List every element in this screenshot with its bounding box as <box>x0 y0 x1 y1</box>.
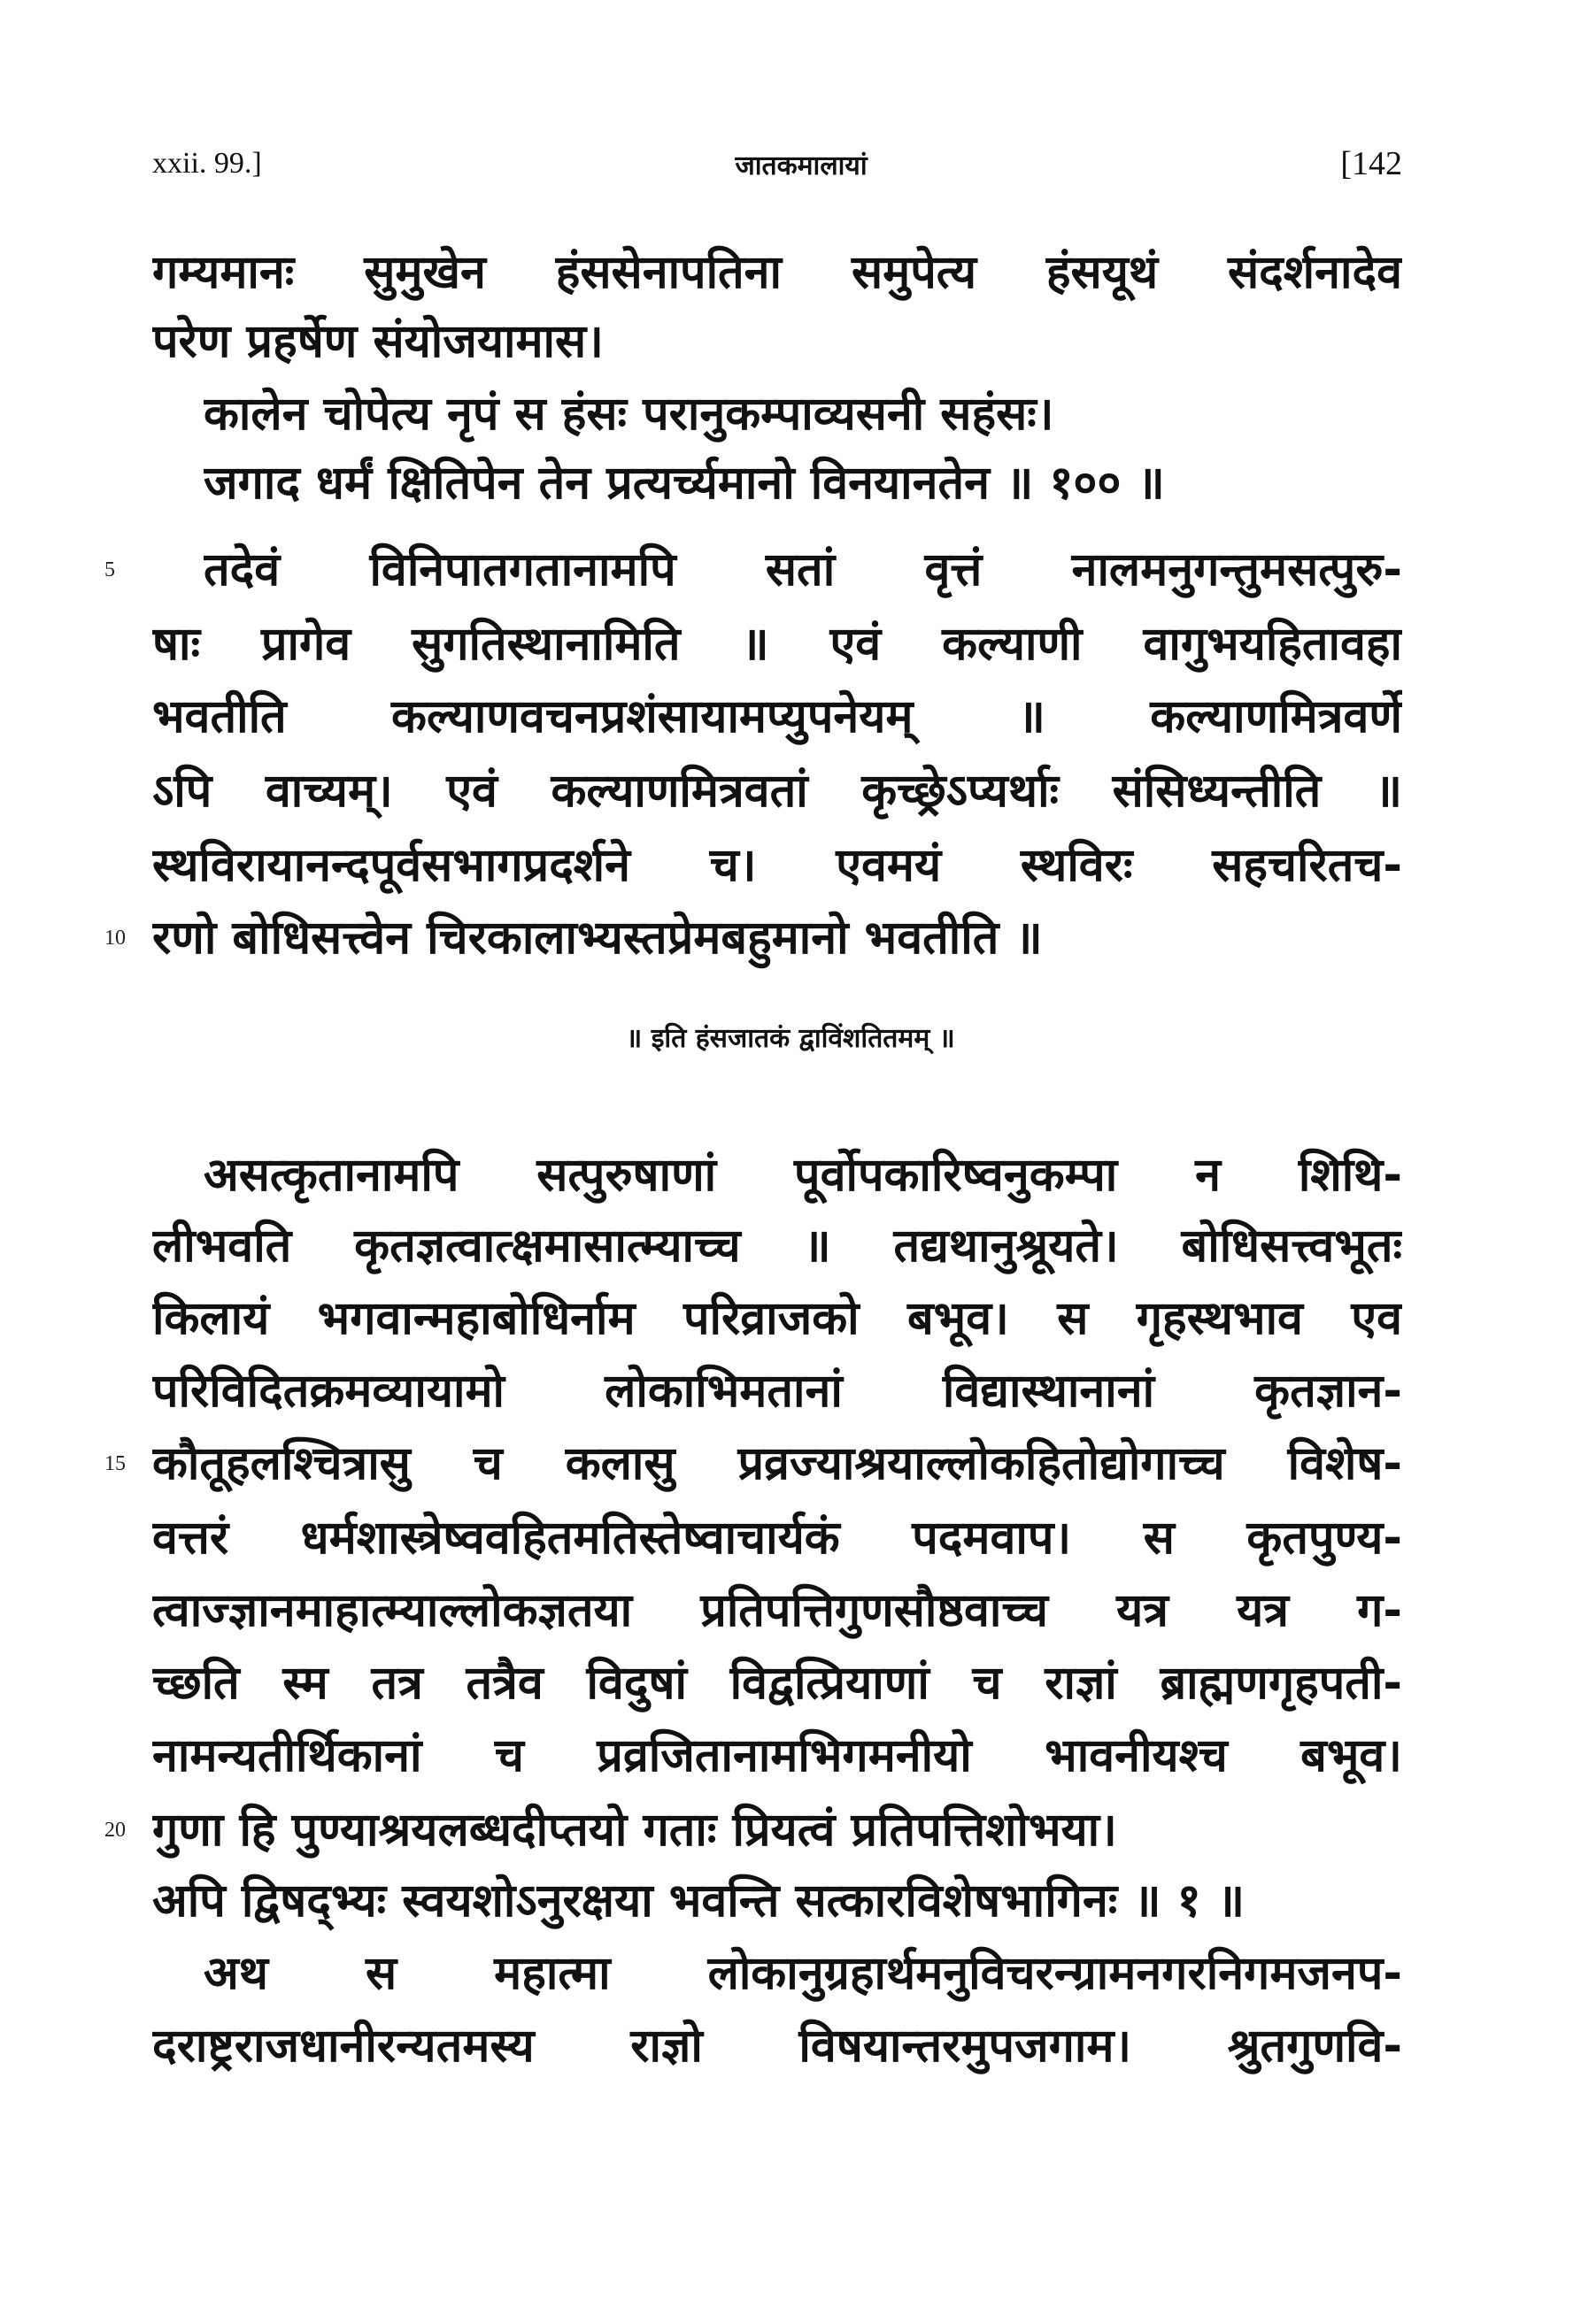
text-line: त्वाज्ज्ञानमाहात्म्याल्लोकज्ञतया प्रतिपत्तिगुणसौष्ठवाच्च यत्र यत्र ग- <box>152 1584 1402 1637</box>
text-line: च्छति स्म तत्र तत्रैव विदुषां विद्वत्प्रियाणां च राज्ञां ब्राह्मणगृहपती- <box>152 1657 1402 1710</box>
text-line: दराष्ट्रराजधानीरन्यतमस्य राज्ञो विषयान्तरमुपजगाम। श्रुतगुणवि- <box>152 2020 1402 2073</box>
line-number: 15 <box>104 1452 126 1475</box>
header-book-title: जातकमालायां <box>735 150 868 181</box>
header-page-number: [142 <box>1340 145 1402 182</box>
text-line: तदेवं विनिपातगतानामपि सतां वृत्तं नालमनुगन्तुमसत्पुरु- <box>204 543 1402 596</box>
line-number: 10 <box>104 927 126 950</box>
text-line: वत्तरं धर्मशास्त्रेष्ववहितमतिस्तेष्वाचार्यकं पदमवाप। स कृतपुण्य- <box>152 1512 1402 1565</box>
text-line: गम्यमानः सुमुखेन हंससेनापतिना समुपेत्य हंसयूथं संदर्शनादेव <box>152 246 1402 299</box>
text-line: परिविदितक्रमव्यायामो लोकाभिमतानां विद्यास्थानानां कृतज्ञान- <box>152 1365 1402 1418</box>
text-line: स्थविरायानन्दपूर्वसभागप्रदर्शने च। एवमयं स्थविरः सहचरितच- <box>152 839 1402 892</box>
text-line: असत्कृतानामपि सत्पुरुषाणां पूर्वोपकारिष्वनुकम्पा न शिथि- <box>204 1149 1402 1202</box>
text-line: भवतीति कल्याणवचनप्रशंसायामप्युपनेयम् ॥ कल्याणमित्रवर्णे <box>152 690 1402 743</box>
text-line: षाः प्रागेव सुगतिस्थानामिति ॥ एवं कल्याणी वागुभयहितावहा <box>152 618 1402 671</box>
chapter-colophon: ॥ इति हंसजातकं द्वाविंशतितमम् ॥ <box>626 1023 955 1054</box>
text-line: किलायं भगवान्महाबोधिर्नाम परिव्राजको बभूव। स गृहस्थभाव एव <box>152 1292 1402 1345</box>
verse-line: कालेन चोपेत्य नृपं स हंसः परानुकम्पाव्यसनी सहंसः। <box>204 388 1054 441</box>
line-number: 5 <box>104 558 115 581</box>
line-number: 20 <box>104 1819 126 1842</box>
verse-line: गुणा हि पुण्याश्रयलब्धदीप्तयो गताः प्रियत्वं प्रतिपत्तिशोभया। <box>152 1804 1117 1857</box>
text-line: अथ स महात्मा लोकानुग्रहार्थमनुविचरन्ग्रामनगरनिगमजनप- <box>204 1947 1402 2000</box>
header-verse-reference: xxii. 99.] <box>152 147 262 180</box>
text-line: कौतूहलश्चित्रासु च कलासु प्रव्रज्याश्रयाल्लोकहितोद्योगाच्च विशेष- <box>152 1437 1402 1490</box>
running-header <box>152 142 1402 186</box>
text-line: रणो बोधिसत्त्वेन चिरकालाभ्यस्तप्रेमबहुमानो भवतीति ॥ <box>152 912 1043 965</box>
text-line: ऽपि वाच्यम्। एवं कल्याणमित्रवतां कृच्छ्रेऽप्यर्थाः संसिध्यन्तीति ॥ <box>152 765 1402 818</box>
text-line: परेण प्रहर्षेण संयोजयामास। <box>152 315 604 368</box>
verse-line: अपि द्विषद्भ्यः स्वयशोऽनुरक्षया भवन्ति सत्कारविशेषभागिनः ॥ १ ॥ <box>152 1874 1245 1928</box>
verse-line: जगाद धर्मं क्षितिपेन तेन प्रत्यर्च्यमानो विनयानतेन ॥ १०० ॥ <box>204 457 1165 510</box>
text-line: लीभवति कृतज्ञत्वात्क्षमासात्म्याच्च ॥ तद्यथानुश्रूयते। बोधिसत्त्वभूतः <box>152 1220 1402 1273</box>
text-line: नामन्यतीर्थिकानां च प्रव्रजितानामभिगमनीयो भावनीयश्च बभूव। <box>152 1729 1402 1782</box>
